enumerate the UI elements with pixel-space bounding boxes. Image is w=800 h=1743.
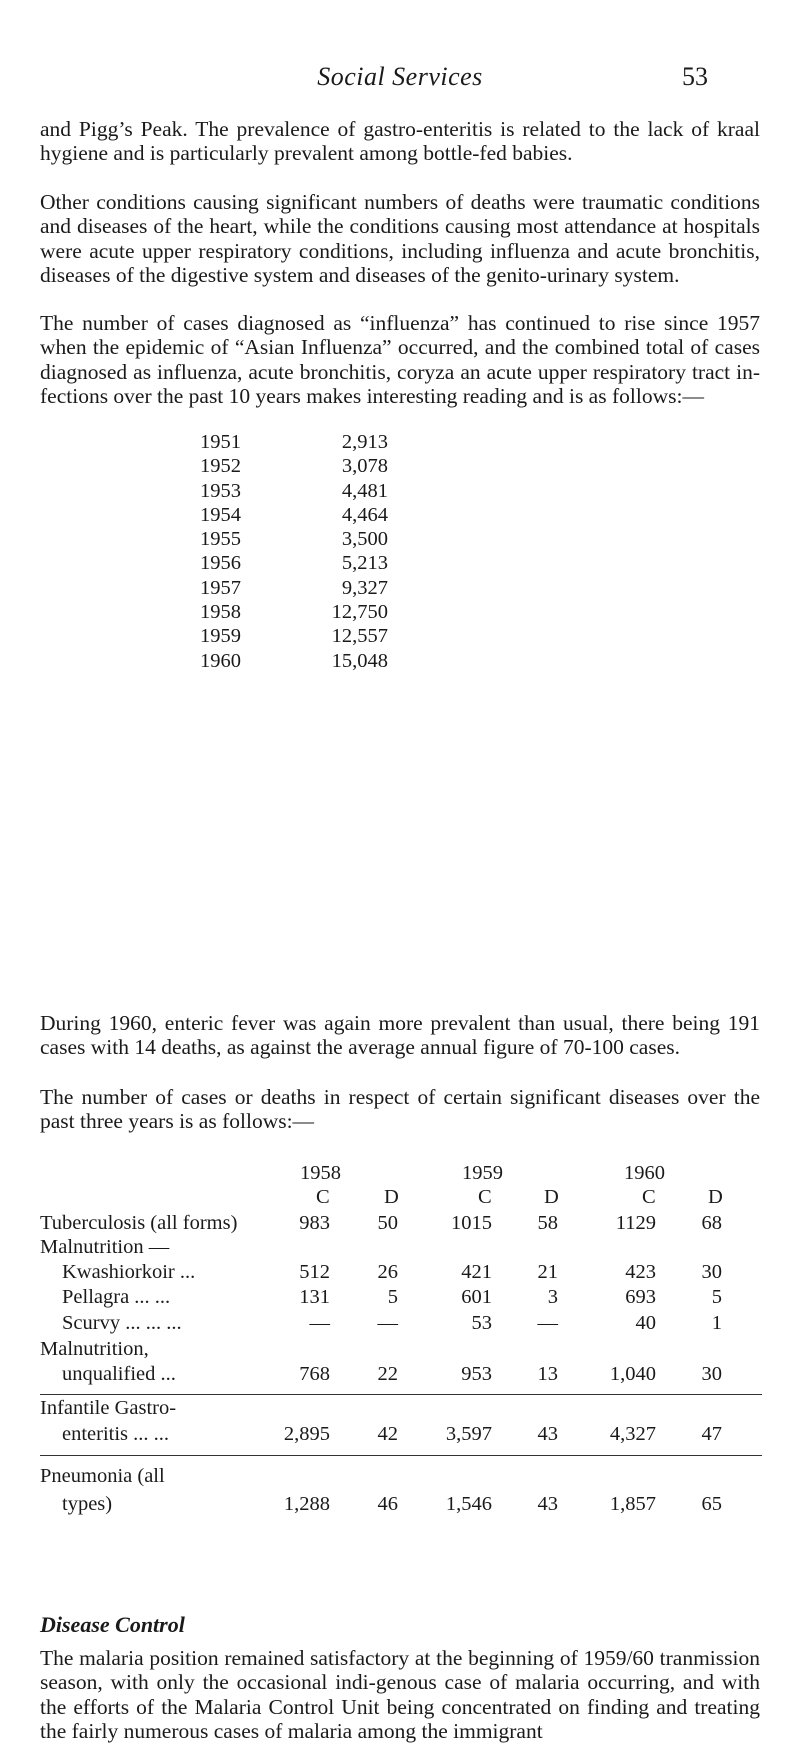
influenza-cases: 15,048	[331, 649, 388, 672]
table-cell: 953	[461, 1363, 492, 1385]
page-number: 53	[682, 62, 708, 91]
disease-name-continued: types)	[62, 1493, 113, 1515]
table-cell: 983	[299, 1212, 330, 1234]
table-cell: 47	[701, 1423, 722, 1445]
table-cell: —	[537, 1312, 558, 1334]
influenza-cases: 2,913	[341, 431, 388, 453]
influenza-cases: 9,327	[341, 576, 388, 599]
table-cell: 26	[377, 1261, 398, 1283]
influenza-year: 1958	[200, 601, 241, 624]
disease-name: Infantile Gastro-	[40, 1397, 177, 1419]
influenza-cases-table	[200, 430, 500, 673]
year-heading: 1959	[462, 1162, 503, 1184]
table-rule	[40, 1455, 762, 1456]
table-year-header	[40, 1162, 762, 1186]
table-row	[40, 1212, 762, 1236]
influenza-year: 1960	[200, 649, 241, 672]
paragraph-significant-diseases: The number of cases or deaths in respect of certain significant diseases over the past three years is as follows:—	[40, 1085, 760, 1134]
influenza-cases: 12,557	[331, 625, 388, 648]
influenza-row	[200, 479, 500, 503]
influenza-cases: 5,213	[341, 552, 388, 575]
table-row	[40, 1286, 762, 1312]
disease-name: Malnutrition,	[40, 1338, 149, 1360]
table-cell: 43	[537, 1423, 558, 1445]
table-row	[40, 1338, 762, 1388]
disease-name: Tuberculosis (all forms)	[40, 1212, 238, 1234]
table-cell: 5	[387, 1286, 398, 1308]
influenza-cases: 4,481	[341, 479, 388, 502]
influenza-row	[200, 576, 500, 600]
influenza-year: 1956	[200, 552, 241, 575]
table-cell: —	[309, 1312, 330, 1334]
table-cell: 3	[547, 1286, 558, 1308]
table-cell: 13	[537, 1363, 558, 1385]
running-title: Social Services	[317, 62, 483, 91]
table-cell: 421	[461, 1261, 492, 1283]
column-label: C	[316, 1186, 330, 1208]
influenza-year: 1959	[200, 625, 241, 648]
table-cell: 1015	[451, 1212, 492, 1234]
table-cell: 4,327	[609, 1423, 656, 1445]
influenza-year: 1955	[200, 528, 241, 551]
table-cell: 1,040	[609, 1363, 656, 1385]
table-cell: 42	[377, 1423, 398, 1445]
paragraph-enteric-fever: During 1960, enteric fever was again more prevalent than usual, there being 191 cases with 14 deaths, as against the average annual figure of 70-100 cases.	[40, 1011, 760, 1060]
table-cell: 30	[701, 1261, 722, 1283]
influenza-row	[200, 527, 500, 551]
table-cell: 30	[701, 1363, 722, 1385]
paragraph-gastro-enteritis: and Pigg’s Peak. The prevalence of gastro-enteritis is related to the lack of kraal hygiene and is particularly prevalent among bottle-fed babies.	[40, 117, 760, 166]
influenza-row	[200, 430, 500, 454]
table-cell: 21	[537, 1261, 558, 1283]
table-cell: 1,857	[609, 1493, 656, 1515]
influenza-year: 1957	[200, 576, 241, 599]
influenza-row	[200, 503, 500, 527]
table-row	[40, 1236, 762, 1286]
disease-cases-deaths-table	[40, 1162, 762, 1522]
table-cell: —	[377, 1312, 398, 1334]
disease-name-continued: unqualified ...	[62, 1363, 176, 1385]
table-cell: 5	[711, 1286, 722, 1308]
section-heading: Disease Control	[40, 1612, 185, 1637]
table-cell: 1,546	[445, 1493, 492, 1515]
table-cell: 58	[537, 1212, 558, 1234]
table-row	[40, 1397, 762, 1453]
influenza-row	[200, 454, 500, 478]
paragraph-other-conditions: Other conditions causing significant numbers of deaths were traumatic conditions and diseases of the heart, while the conditions causing most attendance at hospitals were acute upper respiratory conditions, including influenza and acute bronchitis, diseases of the digestive system and diseases of the genito-urinary system.	[40, 190, 760, 287]
table-cell: 53	[471, 1312, 492, 1334]
table-cell: 512	[299, 1261, 330, 1283]
table-cd-header	[40, 1186, 762, 1212]
disease-name-continued: enteritis ... ...	[62, 1423, 170, 1445]
influenza-cases: 12,750	[331, 601, 388, 624]
influenza-year: 1952	[200, 455, 241, 478]
table-rule	[40, 1394, 762, 1395]
table-cell: 1,288	[283, 1493, 330, 1515]
influenza-row	[200, 551, 500, 575]
disease-name: Malnutrition —	[40, 1236, 170, 1258]
influenza-cases: 3,078	[341, 455, 388, 478]
column-label: D	[544, 1186, 559, 1208]
table-cell: 43	[537, 1493, 558, 1515]
table-cell: 50	[377, 1212, 398, 1234]
paragraph-malaria: The malaria position remained satisfactory at the beginning of 1959/60 tranmission season, with only the occasional indi-genous case of malaria occurring, and with the efforts of the Malaria Control Unit being concentrated on finding and treating the fairly numerous cases of malaria among the immigrant	[40, 1646, 760, 1743]
table-cell: 693	[625, 1286, 656, 1308]
table-cell: 1129	[615, 1212, 656, 1234]
disease-name-continued: Kwashiorkoir ...	[62, 1261, 196, 1283]
disease-name-continued: Scurvy ... ... ...	[62, 1312, 182, 1334]
column-label: C	[642, 1186, 656, 1208]
table-cell: 65	[701, 1493, 722, 1515]
table-cell: 40	[635, 1312, 656, 1334]
influenza-row	[200, 600, 500, 624]
table-cell: 423	[625, 1261, 656, 1283]
table-cell: 2,895	[283, 1423, 330, 1445]
table-cell: 601	[461, 1286, 492, 1308]
table-cell: 131	[299, 1286, 330, 1308]
influenza-row	[200, 649, 500, 673]
influenza-year: 1953	[200, 479, 241, 502]
disease-name: Pneumonia (all	[40, 1465, 165, 1487]
table-row	[40, 1312, 762, 1338]
table-cell: 46	[377, 1493, 398, 1515]
year-heading: 1960	[624, 1162, 665, 1184]
influenza-cases: 4,464	[341, 503, 388, 526]
disease-name-continued: Pellagra ... ...	[62, 1286, 171, 1308]
table-row	[40, 1465, 762, 1519]
page-header	[0, 62, 800, 102]
influenza-year: 1951	[200, 431, 241, 453]
table-cell: 768	[299, 1363, 330, 1385]
influenza-cases: 3,500	[341, 528, 388, 551]
paragraph-influenza: The number of cases diagnosed as “influenza” has continued to rise since 1957 when the epidemic of “Asian Influenza” occurred, and the combined total of cases diagnosed as influenza, acute bronchitis, coryza an acute upper respiratory tract in-fections over the past 10 years makes interesting reading and is as follows:—	[40, 311, 760, 408]
table-cell: 3,597	[445, 1423, 492, 1445]
table-cell: 68	[701, 1212, 722, 1234]
year-heading: 1958	[300, 1162, 341, 1184]
column-label: D	[708, 1186, 723, 1208]
column-label: D	[384, 1186, 399, 1208]
table-cell: 22	[377, 1363, 398, 1385]
influenza-row	[200, 624, 500, 648]
table-cell: 1	[711, 1312, 722, 1334]
column-label: C	[478, 1186, 492, 1208]
influenza-year: 1954	[200, 503, 241, 526]
